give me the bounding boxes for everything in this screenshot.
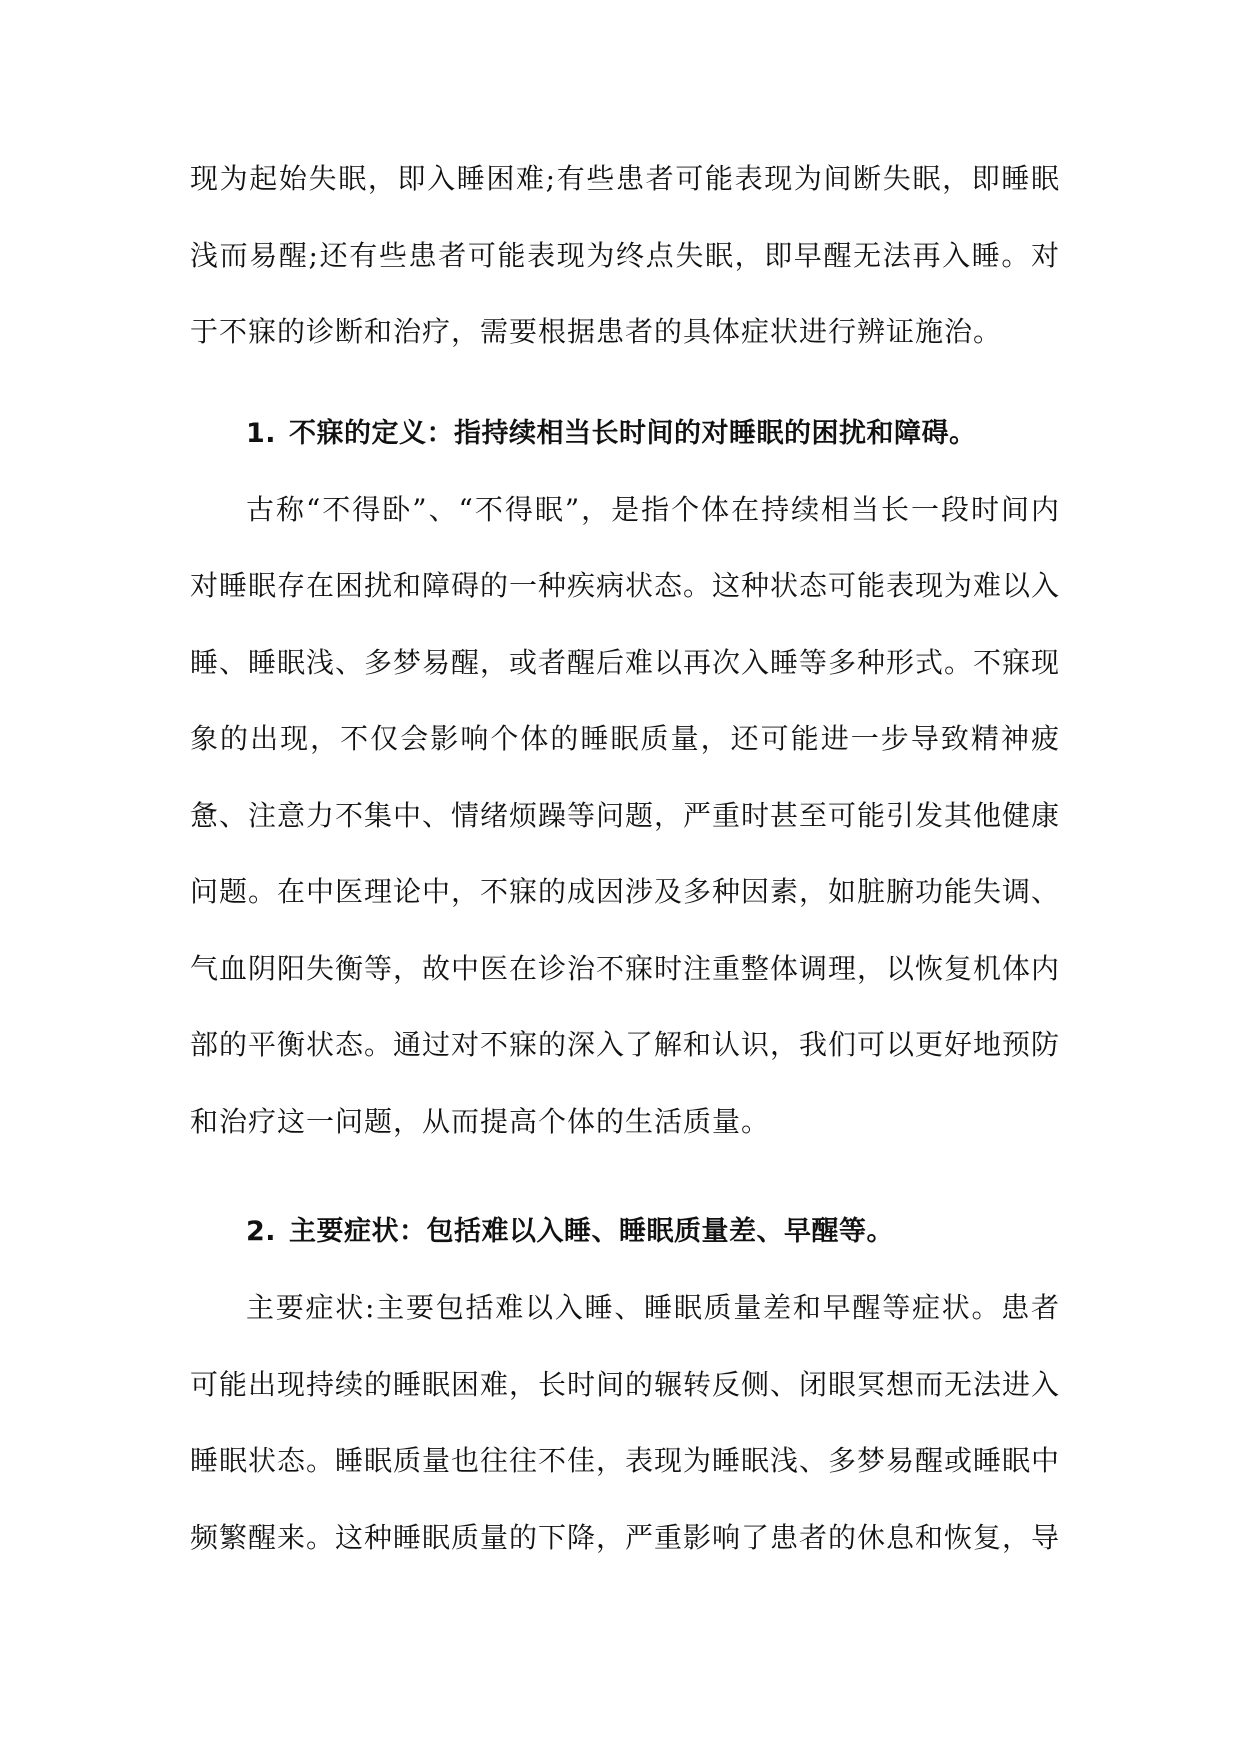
spacer [190,371,1060,396]
section-heading-1 [190,396,1060,472]
intro-paragraph: 现为起始失眠，即入睡困难;有些患者可能表现为间断失眠，即睡眠浅而易醒;还有些患者可能表现为终点失眠，即早醒无法再入睡。对于不寐的诊断和治疗，需要根据患者的具体症状进行辨证施治。 [190,162,1060,348]
section-body-2: 主要症状:主要包括难以入睡、睡眠质量差和早醒等症状。患者可能出现持续的睡眠困难，长时间的辗转反侧、闭眼冥想而无法进入睡眠状态。睡眠质量也往往不佳，表现为睡眠浅、多梦易醒或睡眠中频繁醒来。这种睡眠质量的下降，严重影响了患者的休息和恢复，导 [190,1291,1061,1554]
section-body-1: 古称“不得卧”、“不得眠”，是指个体在持续相当长一段时间内对睡眠存在困扰和障碍的一种疾病状态。这种状态可能表现为难以入睡、睡眠浅、多梦易醒，或者醒后难以再次入睡等多种形式。不寐现象的出现，不仅会影响个体的睡眠质量，还可能进一步导致精神疲惫、注意力不集中、情绪烦躁等问题，严重时甚至可能引发其他健康问题。在中医理论中，不寐的成因涉及多种因素，如脏腑功能失调、气血阴阳失衡等，故中医在诊治不寐时注重整体调理，以恢复机体内部的平衡状态。通过对不寐的深入了解和认识，我们可以更好地预防和治疗这一问题，从而提高个体的生活质量。 [190,492,1061,1138]
spacer [190,1160,1060,1194]
section-heading-text: 主要症状：包括难以入睡、睡眠质量差、早醒等。 [289,1216,894,1247]
section-number: 2. [246,1216,277,1247]
section-heading-text: 不寐的定义：指持续相当长时间的对睡眠的困扰和障碍。 [289,417,977,449]
section-number: 1. [246,417,277,449]
section-heading-2 [190,1194,1060,1270]
document-body [190,141,1060,1576]
